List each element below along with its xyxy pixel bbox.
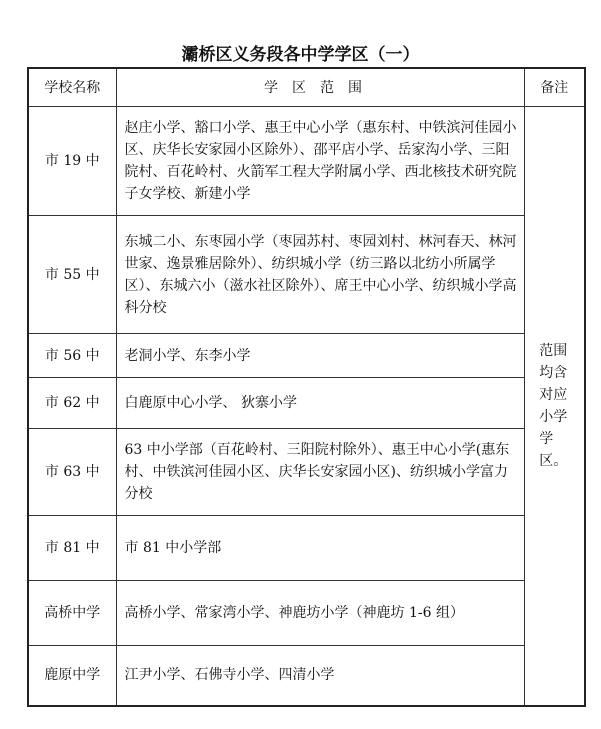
header-school: 学校名称 [28, 68, 116, 107]
table-row [28, 216, 585, 334]
district-range: 东城二小、东枣园小学（枣园苏村、枣园刘村、林河春天、林河世家、逸景雅居除外）、纺织城小学（纺三路以北纺小所属学区）、东城六小（滋水社区除外）、席王中心小学、纺织城小学高科分校 [116, 216, 524, 334]
note-cell [524, 107, 585, 706]
table-row [28, 107, 585, 216]
header-range: 学区范围 [116, 68, 524, 107]
school-name: 市 81 中 [28, 516, 116, 581]
district-range: 白鹿原中心小学、 狄寨小学 [116, 378, 524, 429]
district-range: 63 中小学部（百花岭村、三阳院村除外）、惠王中心小学(惠东村、中铁滨河佳园小区、庆华长安家园小区)、纺织城小学富力分校 [116, 429, 524, 516]
school-name: 市 55 中 [28, 216, 116, 334]
district-range: 高桥小学、常家湾小学、神鹿坊小学（神鹿坊 1-6 组） [116, 581, 524, 646]
table-row [28, 646, 585, 706]
district-range: 市 81 中小学部 [116, 516, 524, 581]
school-name: 市 56 中 [28, 334, 116, 378]
table-row [28, 378, 585, 429]
school-district-table [27, 67, 586, 707]
district-range: 江尹小学、石佛寺小学、四清小学 [116, 646, 524, 706]
table-row [28, 516, 585, 581]
table-row [28, 581, 585, 646]
district-range: 赵庄小学、豁口小学、惠王中心小学（惠东村、中铁滨河佳园小区、庆华长安家园小区除外）、邵平店小学、岳家沟小学、三阳院村、百花岭村、火箭军工程大学附属小学、西北核技术研究院子女学校、新建小学 [116, 107, 524, 216]
document-title: 灞桥区义务段各中学学区（一） [181, 45, 420, 65]
table-header-row [28, 68, 585, 107]
table-row [28, 334, 585, 378]
table-row [28, 429, 585, 516]
school-name: 市 62 中 [28, 378, 116, 429]
school-name: 市 19 中 [28, 107, 116, 216]
note-text: 范围均含对应小学学区。 [539, 342, 568, 469]
school-name: 鹿原中学 [28, 646, 116, 706]
district-range: 老洞小学、东李小学 [116, 334, 524, 378]
school-name: 市 63 中 [28, 429, 116, 516]
header-note: 备注 [524, 68, 585, 107]
school-name: 高桥中学 [28, 581, 116, 646]
